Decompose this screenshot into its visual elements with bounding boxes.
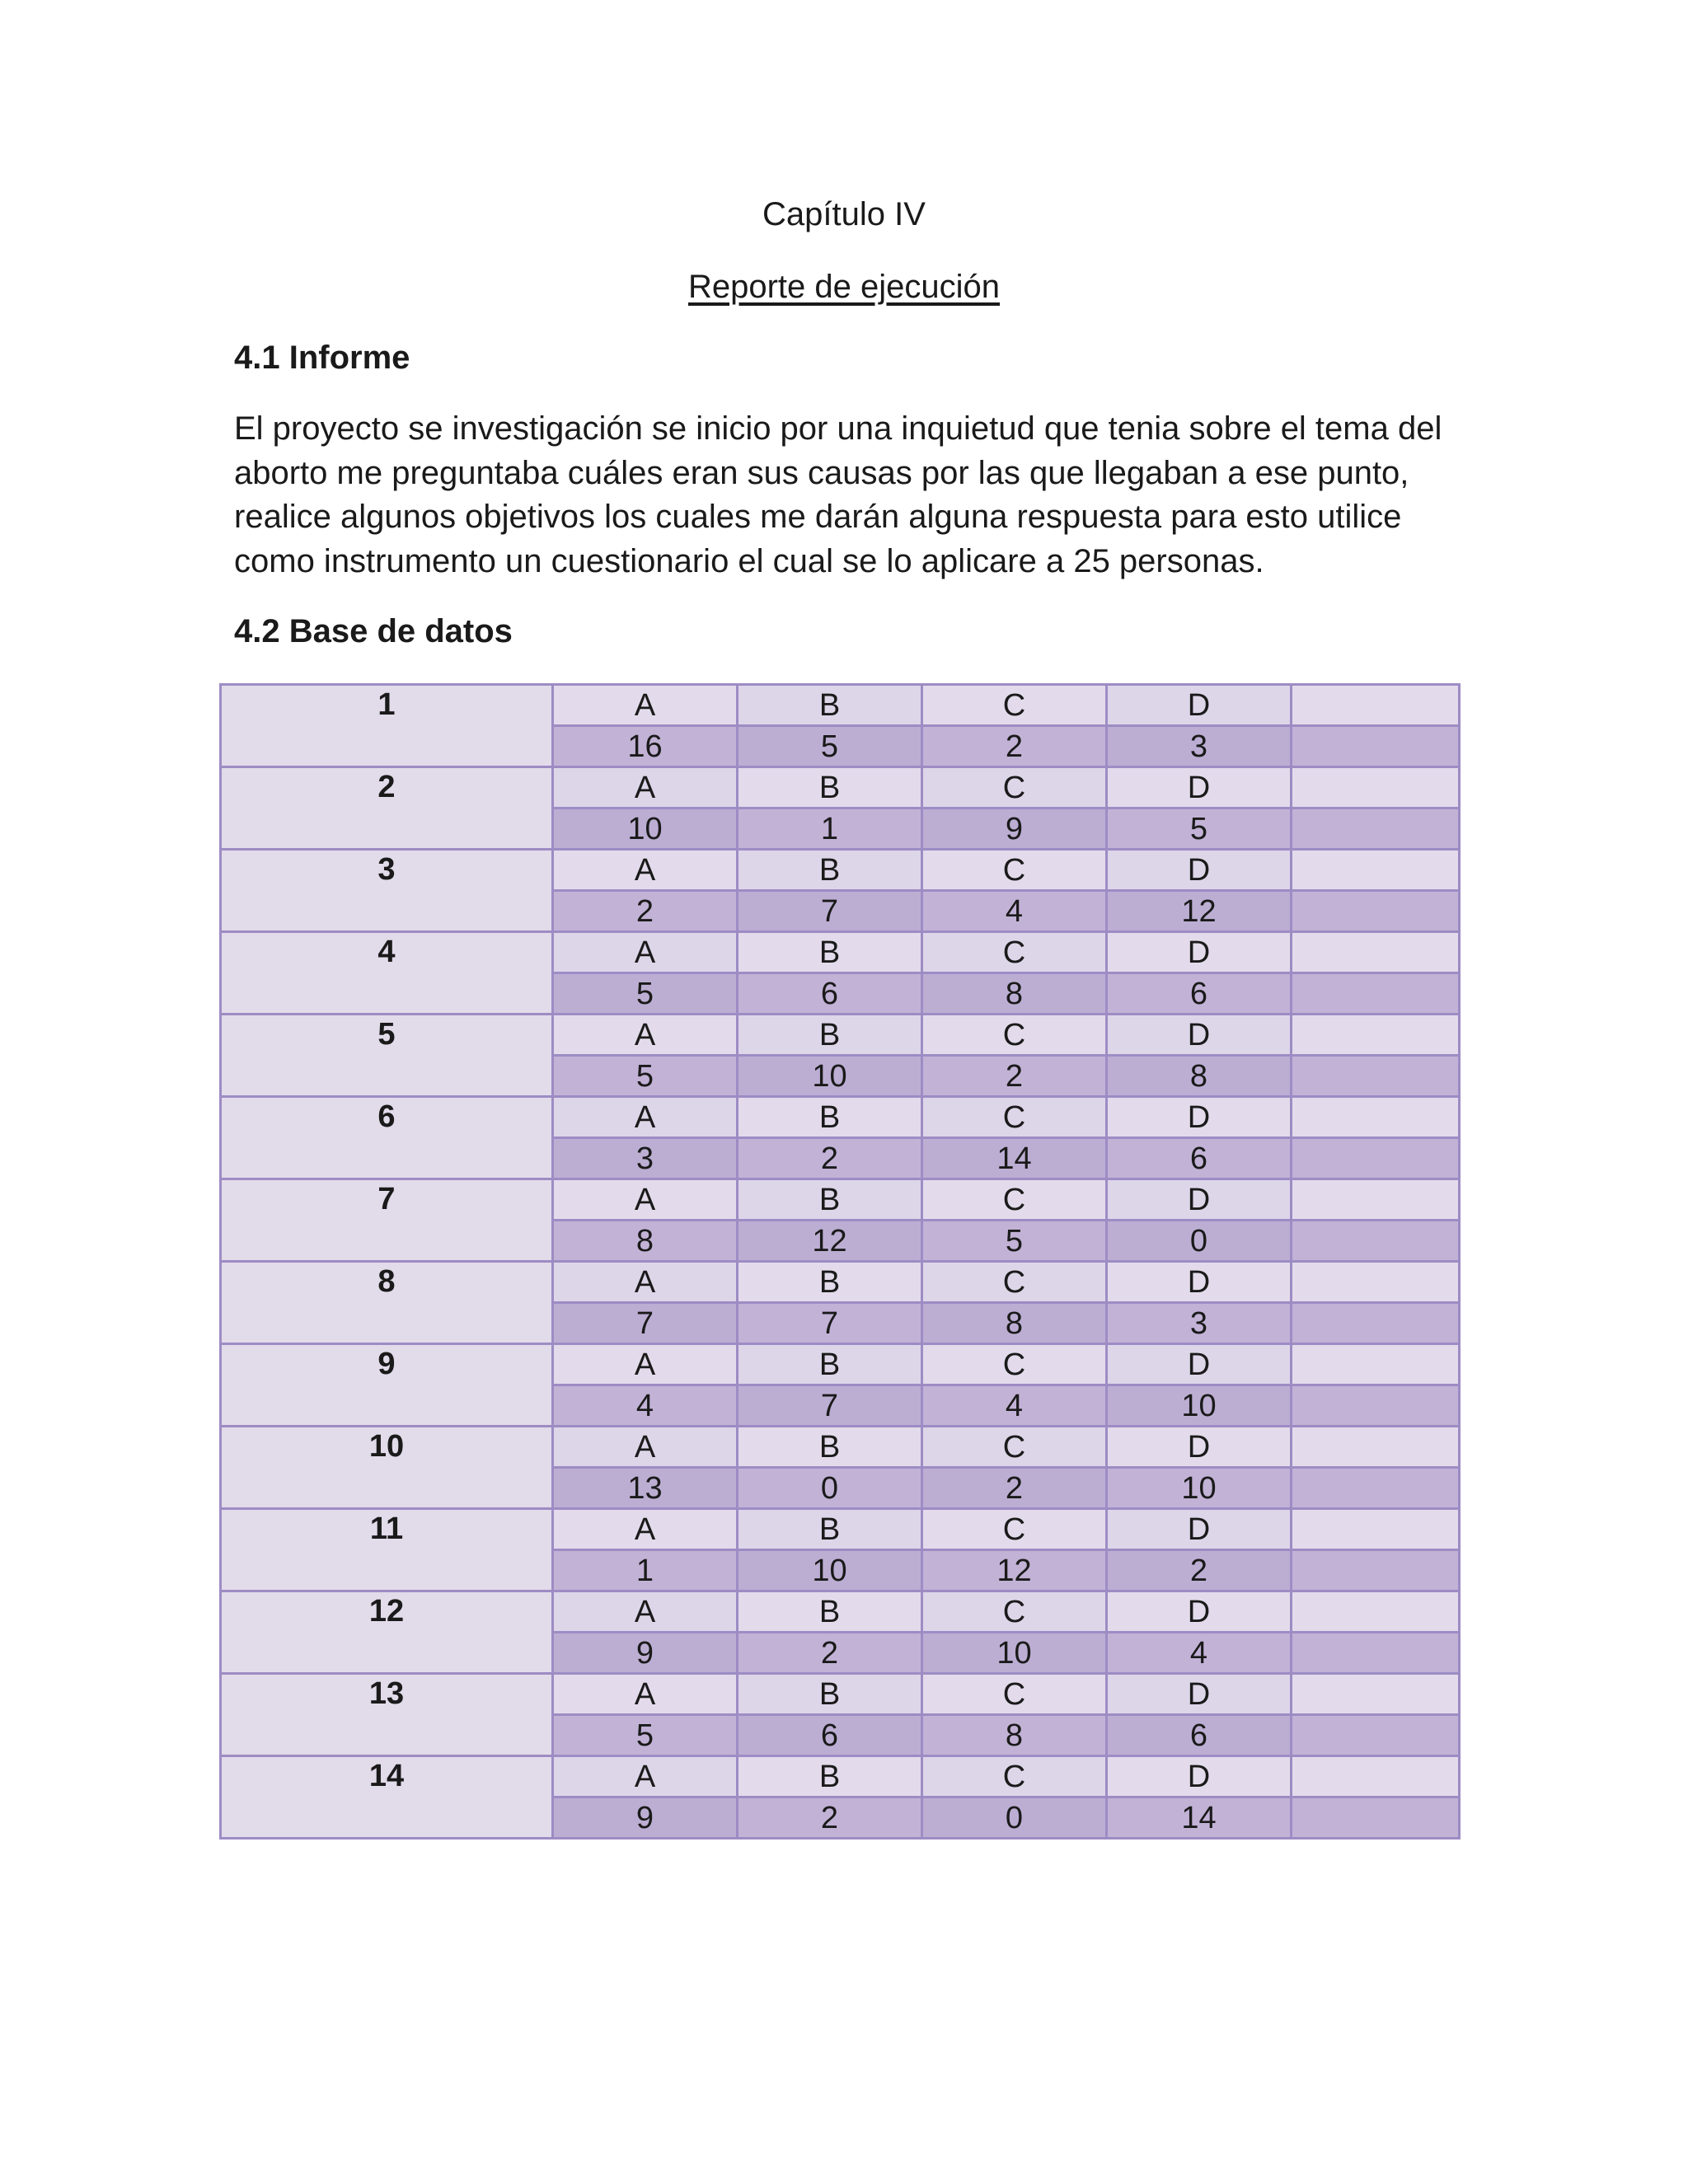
empty-cell: [1292, 891, 1460, 932]
response-count: 4: [1107, 1633, 1292, 1674]
response-count: 12: [738, 1221, 922, 1262]
response-count: 5: [553, 1056, 738, 1097]
option-label: B: [738, 1509, 922, 1550]
table-row-options: [221, 1674, 1460, 1715]
question-number: 2: [221, 767, 553, 850]
option-label: A: [553, 1262, 738, 1303]
option-label: C: [922, 1674, 1107, 1715]
empty-cell: [1292, 973, 1460, 1015]
question-number: 7: [221, 1179, 553, 1262]
option-label: B: [738, 1756, 922, 1797]
table-row-options: [221, 1097, 1460, 1138]
option-label: D: [1107, 1509, 1292, 1550]
response-count: 0: [922, 1797, 1107, 1839]
response-count: 10: [1107, 1385, 1292, 1427]
response-count: 10: [1107, 1468, 1292, 1509]
response-count: 8: [922, 1303, 1107, 1344]
table-row-options: [221, 1344, 1460, 1385]
question-number: 14: [221, 1756, 553, 1839]
option-label: B: [738, 932, 922, 973]
option-label: A: [553, 1015, 738, 1056]
option-label: A: [553, 1427, 738, 1468]
response-count: 10: [738, 1056, 922, 1097]
table-row-options: [221, 932, 1460, 973]
informe-paragraph: El proyecto se investigación se inicio por una inquietud que tenia sobre el tema del aborto me preguntaba cuáles eran sus causas por las que llegaban a ese punto, realice algunos objetivos los cuales me darán alguna respuesta para esto utilice como instrumento un cuestionario el cual se lo aplicare a 25 personas.: [234, 410, 1442, 579]
response-count: 5: [922, 1221, 1107, 1262]
option-label: D: [1107, 685, 1292, 726]
option-label: D: [1107, 1756, 1292, 1797]
empty-cell: [1292, 685, 1460, 726]
option-label: A: [553, 932, 738, 973]
empty-cell: [1292, 1344, 1460, 1385]
response-count: 5: [553, 1715, 738, 1756]
response-count: 10: [922, 1633, 1107, 1674]
response-count: 7: [553, 1303, 738, 1344]
response-count: 14: [922, 1138, 1107, 1179]
option-label: C: [922, 1179, 1107, 1221]
empty-cell: [1292, 1015, 1460, 1056]
option-label: C: [922, 767, 1107, 808]
response-count: 5: [1107, 808, 1292, 850]
response-count: 0: [738, 1468, 922, 1509]
empty-cell: [1292, 850, 1460, 891]
question-number: 4: [221, 932, 553, 1015]
response-count: 4: [922, 1385, 1107, 1427]
table-row-options: [221, 685, 1460, 726]
table-row-options: [221, 1427, 1460, 1468]
response-count: 2: [1107, 1550, 1292, 1591]
response-count: 9: [553, 1633, 738, 1674]
option-label: B: [738, 1674, 922, 1715]
option-label: C: [922, 1756, 1107, 1797]
table-row-options: [221, 1509, 1460, 1550]
empty-cell: [1292, 1550, 1460, 1591]
option-label: A: [553, 685, 738, 726]
response-count: 8: [922, 1715, 1107, 1756]
empty-cell: [1292, 1179, 1460, 1221]
response-count: 1: [738, 808, 922, 850]
option-label: C: [922, 1427, 1107, 1468]
option-label: B: [738, 1015, 922, 1056]
response-count: 7: [738, 1385, 922, 1427]
option-label: A: [553, 850, 738, 891]
empty-cell: [1292, 1591, 1460, 1633]
option-label: C: [922, 850, 1107, 891]
question-number: 13: [221, 1674, 553, 1756]
option-label: D: [1107, 1179, 1292, 1221]
response-count: 8: [922, 973, 1107, 1015]
response-count: 6: [1107, 1138, 1292, 1179]
option-label: B: [738, 1179, 922, 1221]
question-number: 12: [221, 1591, 553, 1674]
option-label: C: [922, 1097, 1107, 1138]
response-count: 5: [553, 973, 738, 1015]
option-label: B: [738, 1344, 922, 1385]
option-label: A: [553, 1179, 738, 1221]
empty-cell: [1292, 1509, 1460, 1550]
response-count: 5: [738, 726, 922, 767]
empty-cell: [1292, 932, 1460, 973]
response-count: 8: [553, 1221, 738, 1262]
option-label: A: [553, 1509, 738, 1550]
option-label: A: [553, 1097, 738, 1138]
response-count: 9: [922, 808, 1107, 850]
option-label: D: [1107, 932, 1292, 973]
table-row-options: [221, 1262, 1460, 1303]
empty-cell: [1292, 1797, 1460, 1839]
option-label: D: [1107, 767, 1292, 808]
option-label: D: [1107, 1015, 1292, 1056]
chapter-title: Capítulo IV: [762, 196, 926, 232]
response-count: 3: [1107, 1303, 1292, 1344]
empty-cell: [1292, 1262, 1460, 1303]
table-row-options: [221, 1015, 1460, 1056]
response-count: 7: [738, 891, 922, 932]
response-count: 0: [1107, 1221, 1292, 1262]
option-label: C: [922, 1262, 1107, 1303]
response-count: 6: [1107, 1715, 1292, 1756]
option-label: B: [738, 1262, 922, 1303]
response-count: 8: [1107, 1056, 1292, 1097]
option-label: B: [738, 1427, 922, 1468]
response-count: 2: [553, 891, 738, 932]
option-label: C: [922, 685, 1107, 726]
empty-cell: [1292, 1468, 1460, 1509]
response-count: 6: [1107, 973, 1292, 1015]
option-label: D: [1107, 1097, 1292, 1138]
table-row-options: [221, 850, 1460, 891]
option-label: B: [738, 1591, 922, 1633]
option-label: D: [1107, 1427, 1292, 1468]
question-number: 5: [221, 1015, 553, 1097]
empty-cell: [1292, 1221, 1460, 1262]
option-label: B: [738, 685, 922, 726]
empty-cell: [1292, 808, 1460, 850]
response-count: 4: [553, 1385, 738, 1427]
response-count: 12: [922, 1550, 1107, 1591]
option-label: B: [738, 1097, 922, 1138]
empty-cell: [1292, 1138, 1460, 1179]
empty-cell: [1292, 1427, 1460, 1468]
response-count: 2: [738, 1797, 922, 1839]
response-count: 3: [1107, 726, 1292, 767]
option-label: D: [1107, 1344, 1292, 1385]
table-row-options: [221, 1591, 1460, 1633]
option-label: A: [553, 767, 738, 808]
empty-cell: [1292, 1674, 1460, 1715]
option-label: A: [553, 1756, 738, 1797]
response-count: 6: [738, 1715, 922, 1756]
response-count: 9: [553, 1797, 738, 1839]
response-count: 13: [553, 1468, 738, 1509]
response-count: 2: [738, 1633, 922, 1674]
empty-cell: [1292, 1303, 1460, 1344]
option-label: C: [922, 1344, 1107, 1385]
response-count: 6: [738, 973, 922, 1015]
option-label: D: [1107, 1591, 1292, 1633]
question-number: 3: [221, 850, 553, 932]
response-count: 2: [922, 1468, 1107, 1509]
option-label: B: [738, 850, 922, 891]
option-label: A: [553, 1591, 738, 1633]
survey-results-table: [219, 683, 1461, 1840]
option-label: A: [553, 1344, 738, 1385]
empty-cell: [1292, 726, 1460, 767]
empty-cell: [1292, 1385, 1460, 1427]
response-count: 10: [738, 1550, 922, 1591]
option-label: B: [738, 767, 922, 808]
section-heading-base-de-datos: 4.2 Base de datos: [234, 613, 513, 649]
report-subtitle: [0, 264, 1688, 310]
response-count: 10: [553, 808, 738, 850]
response-count: 2: [922, 726, 1107, 767]
question-number: 9: [221, 1344, 553, 1427]
option-label: C: [922, 932, 1107, 973]
option-label: C: [922, 1591, 1107, 1633]
question-number: 11: [221, 1509, 553, 1591]
question-number: 8: [221, 1262, 553, 1344]
response-count: 4: [922, 891, 1107, 932]
empty-cell: [1292, 767, 1460, 808]
option-label: A: [553, 1674, 738, 1715]
option-label: D: [1107, 1674, 1292, 1715]
question-number: 1: [221, 685, 553, 767]
response-count: 7: [738, 1303, 922, 1344]
empty-cell: [1292, 1097, 1460, 1138]
report-subtitle-text: Reporte de ejecución: [687, 269, 1001, 305]
question-number: 6: [221, 1097, 553, 1179]
empty-cell: [1292, 1715, 1460, 1756]
option-label: C: [922, 1015, 1107, 1056]
section-heading-informe: 4.1 Informe: [234, 340, 410, 376]
response-count: 12: [1107, 891, 1292, 932]
response-count: 1: [553, 1550, 738, 1591]
table-row-options: [221, 1756, 1460, 1797]
empty-cell: [1292, 1756, 1460, 1797]
option-label: D: [1107, 1262, 1292, 1303]
empty-cell: [1292, 1633, 1460, 1674]
response-count: 3: [553, 1138, 738, 1179]
table-row-options: [221, 1179, 1460, 1221]
response-count: 16: [553, 726, 738, 767]
question-number: 10: [221, 1427, 553, 1509]
response-count: 2: [922, 1056, 1107, 1097]
option-label: C: [922, 1509, 1107, 1550]
option-label: D: [1107, 850, 1292, 891]
response-count: 2: [738, 1138, 922, 1179]
table-row-options: [221, 767, 1460, 808]
empty-cell: [1292, 1056, 1460, 1097]
response-count: 14: [1107, 1797, 1292, 1839]
